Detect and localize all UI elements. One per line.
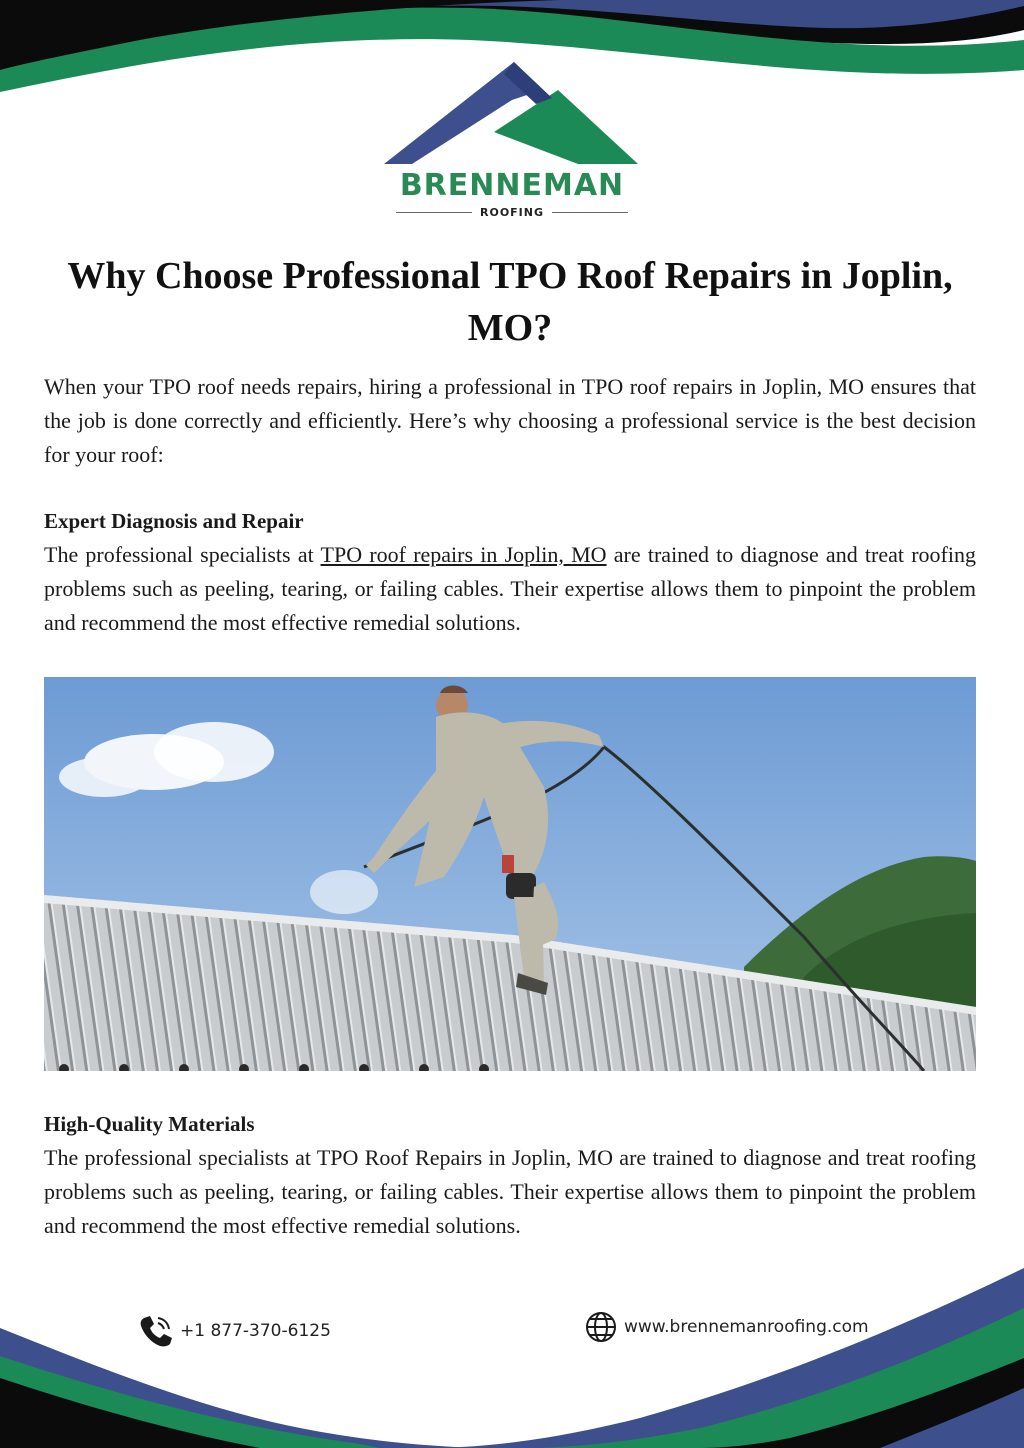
section-expert-diagnosis [44, 504, 976, 640]
roof-logo-icon [376, 60, 648, 168]
phone-number: +1 877-370-6125 [180, 1321, 331, 1341]
section-text: The professional specialists at TPO Roof Repairs in Joplin, MO are trained to diagnose and treat roofing problems such as peeling, tearing, or failing cables. Their expertise allows them to pinpoint the problem and recommend the most effective remedial solutions. [44, 1145, 976, 1238]
bottom-wave-decoration [0, 1268, 1024, 1448]
page-title: Why Choose Professional TPO Roof Repairs in Joplin, MO? [67, 255, 953, 349]
intro-paragraph: When your TPO roof needs repairs, hiring a professional in TPO roof repairs in Joplin, MO ensures that the job is done correctly and efficiently. Here’s why choosing a professional service is the best decision for your roof: [44, 374, 976, 467]
section-heading: Expert Diagnosis and Repair [44, 509, 304, 533]
brand-name: BRENNEMAN [399, 168, 625, 203]
divider-line [396, 212, 472, 213]
section-heading: High-Quality Materials [44, 1112, 255, 1136]
section-high-quality-materials [44, 1107, 976, 1243]
brand-logo [376, 60, 648, 220]
brand-subtitle-row [396, 204, 628, 220]
website-url: www.brennemanroofing.com [624, 1317, 869, 1337]
roof-worker-photo [44, 677, 976, 1071]
tpo-repairs-link[interactable]: TPO roof repairs in Joplin, MO [320, 542, 607, 567]
brand-subtitle: ROOFING [480, 205, 545, 219]
section-text: are trained to diagnose and treat roofing problems such as peeling, tearing, or failing cables. Their expertise allows them to pinpoint the problem and recommend the most effective remedial solutions. [44, 542, 976, 635]
section-text: The professional specialists at [44, 542, 321, 567]
photo-illustration [44, 677, 976, 1071]
divider-line [552, 212, 628, 213]
